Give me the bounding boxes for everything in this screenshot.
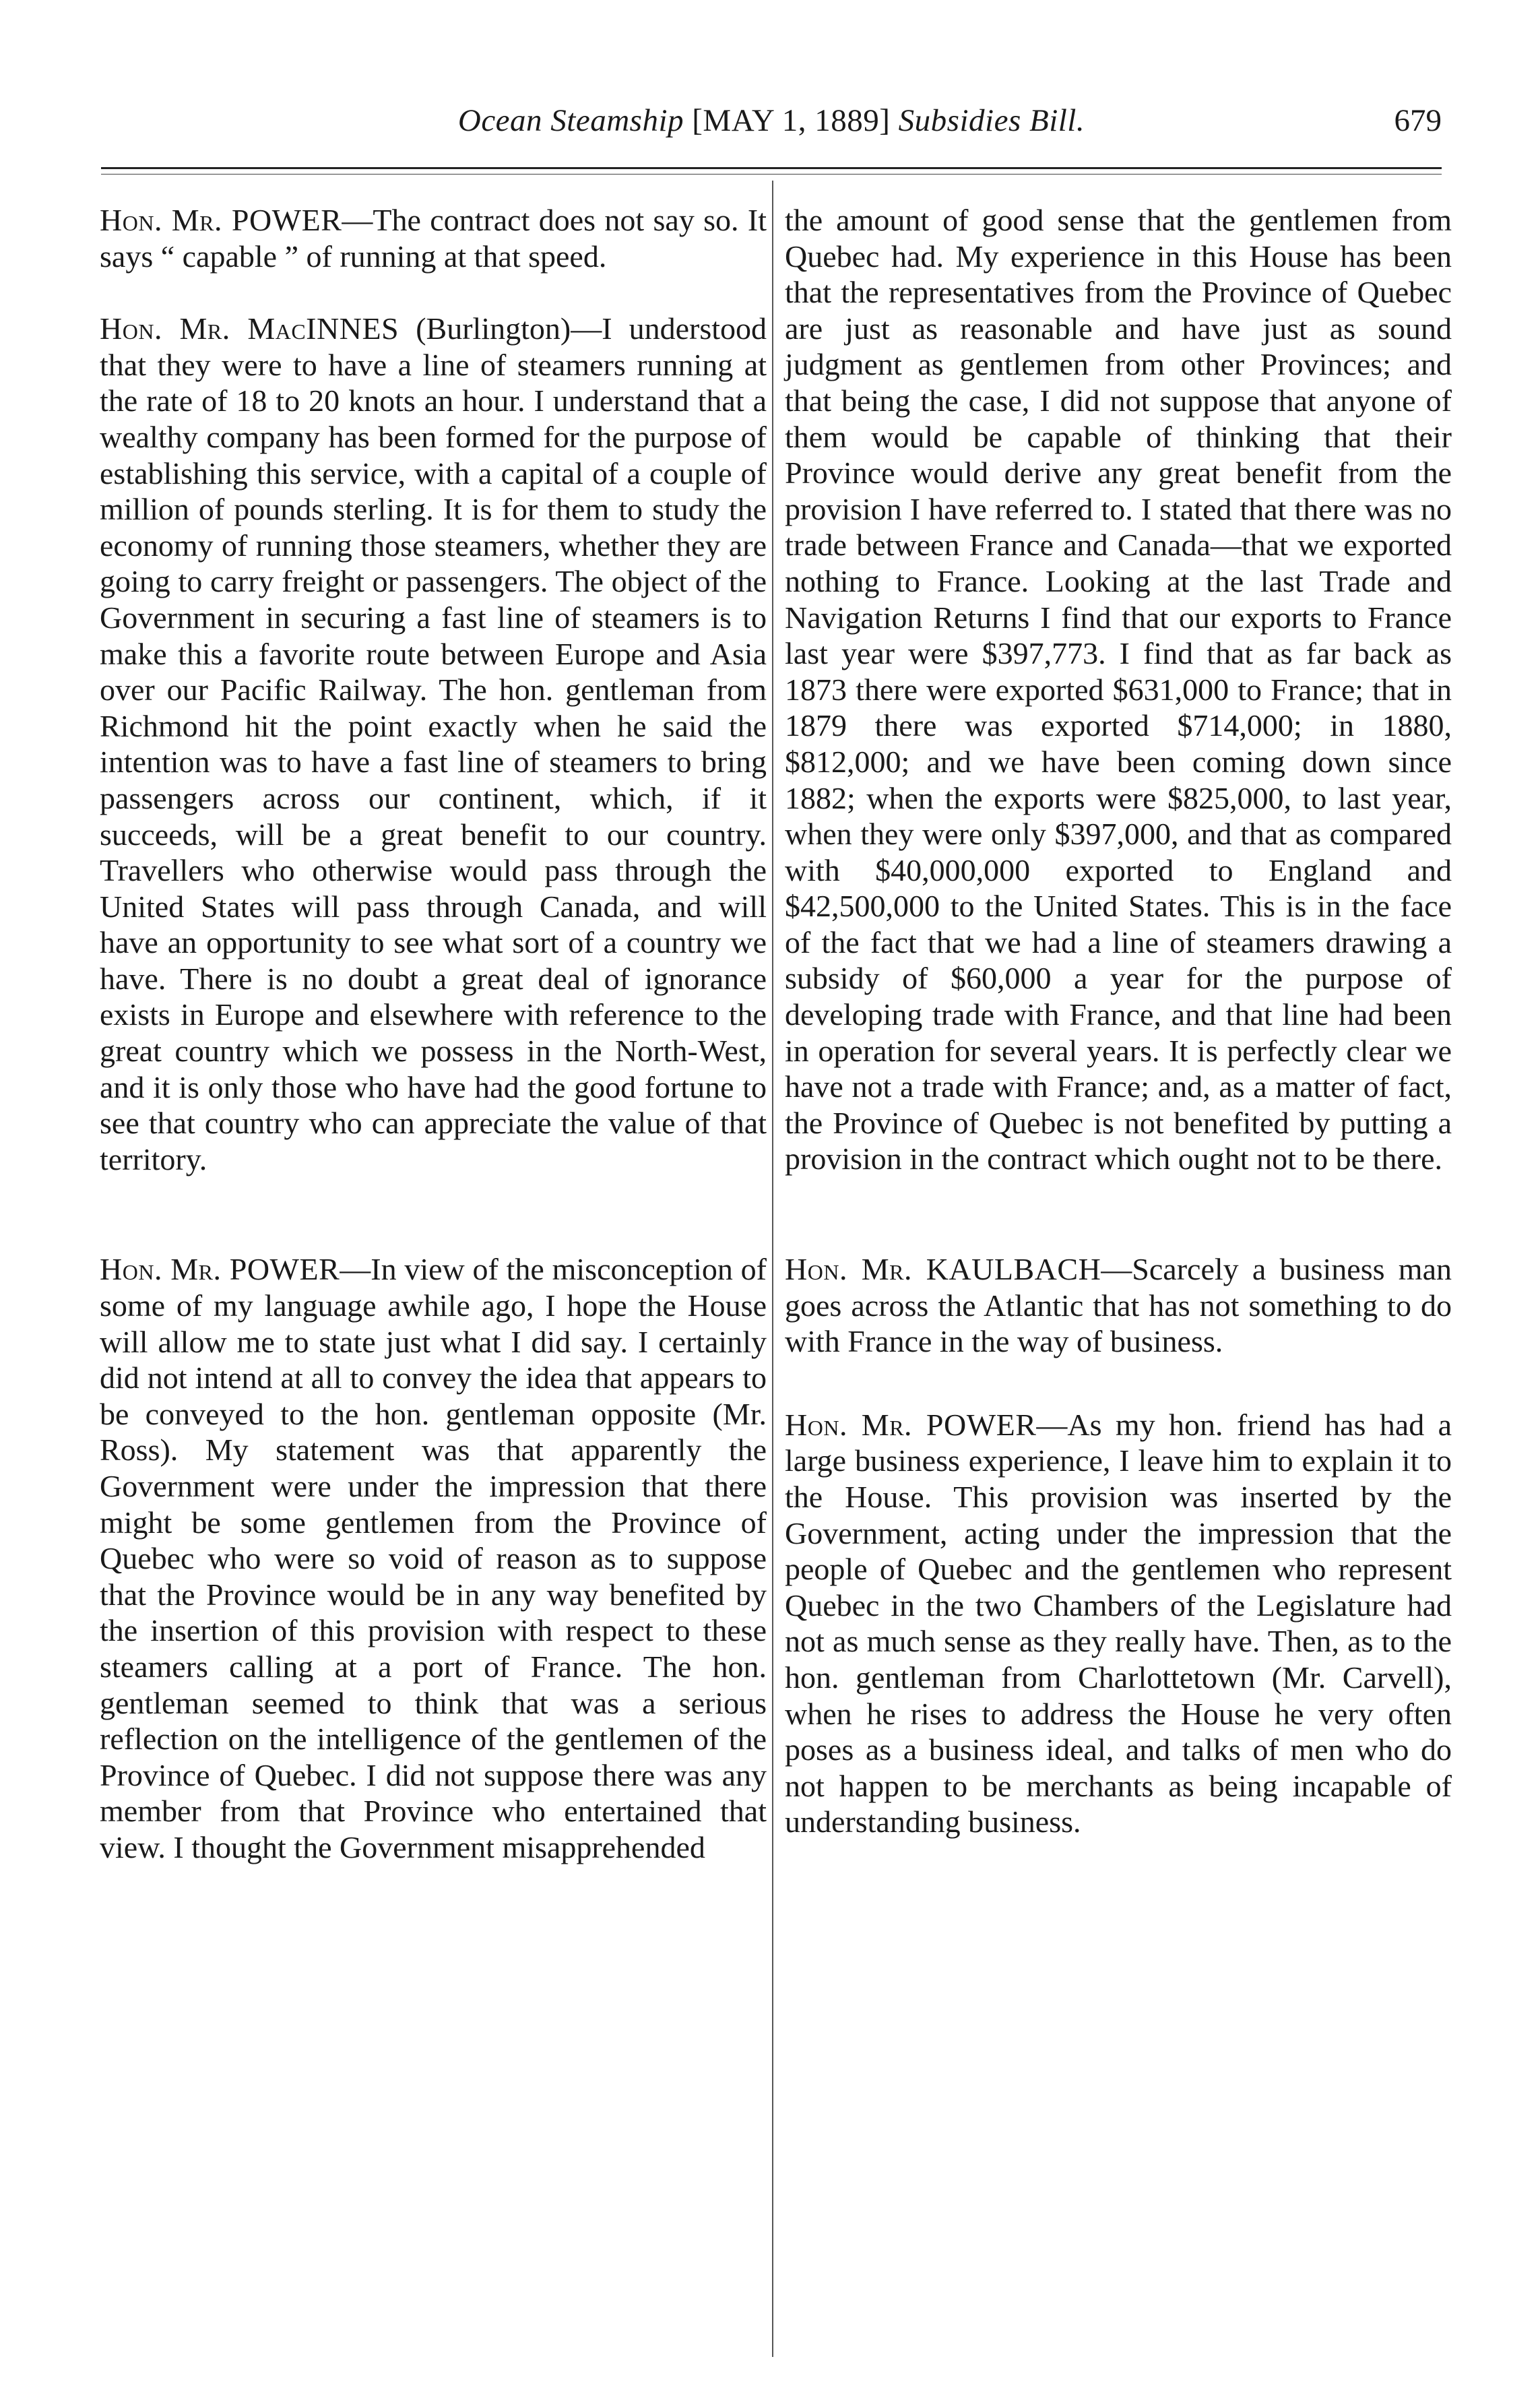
speech-text: (Burlington)—I understood that they were to have a line of steamers running at the rate of 18 to 20 knots an hour. I understand that a wealthy company has been formed for the purpose of establishing this service, with a capital of a couple of million of pounds sterling. It is for them to study the economy of running those steamers, whether they are going to carry freight or passengers. The object of the Government in securing a fast line of steamers is to make this a favorite route between Europe and Asia over our Pacific Railway. The hon. gentleman from Richmond hit the point exactly when he said the intention was to have a fast line of steamers to bring passengers across our continent, which, if it succeeds, will be a great benefit to our country. Travellers who otherwise would pass through the United States will pass through Canada, and will have an opportunity to see what sort of a country we have. There is no doubt a great deal of ignorance exists in Europe and elsewhere with reference to the great country which we possess in the North-West, and it is only those who have had the good fortune to see that country who can appreciate the value of that territory.	[100, 311, 767, 1176]
header-rule-thin	[101, 174, 1442, 175]
speech-power-3	[785, 1407, 1452, 1840]
speaker-name: Hon. Mr. POWER	[100, 1252, 340, 1287]
speech-power-1	[100, 202, 767, 274]
speaker-name: Hon. Mr. KAULBACH	[785, 1252, 1101, 1287]
column-divider	[772, 181, 773, 2357]
speaker-name: Hon. Mr. MacINNES	[100, 311, 399, 346]
header-title-right: Subsidies Bill.	[898, 103, 1085, 138]
paragraph-gap	[100, 1177, 767, 1251]
speech-power-2	[100, 1251, 767, 1865]
paragraph-gap	[785, 1177, 1452, 1251]
speech-text: —As my hon. friend has had a large business experience, I leave him to explain it to the House. This provision was inserted by the Government, acting under the impression that the people of Quebec and the gentlemen who represent Quebec in the two Chambers of the Legislature had not as much sense as they really have. Then, as to the hon. gentleman from Charlottetown (Mr. Carvell), when he rises to address the House he very often poses as a business ideal, and talks of men who do not happen to be merchants as being incapable of understanding business.	[785, 1407, 1452, 1839]
speech-text: —Scarcely a business man goes across the Atlantic that has not something to do with France in the way of business.	[785, 1252, 1452, 1359]
paragraph-gap	[100, 274, 767, 311]
speech-text: —The contract does not say so. It says “ capable ” of running at that speed.	[100, 203, 767, 274]
speech-continuation: the amount of good sense that the gentlemen from Quebec had. My experience in this House has been that the representatives from the Province of Quebec are just as reasonable and have just as sound judgment as gentlemen from other Provinces; and that being the case, I did not suppose that anyone of them would be capable of thinking that their Province would derive any great benefit from the provision I have referred to. I stated that there was no trade between France and Canada—that we exported nothing to France. Looking at the last Trade and Navigation Returns I find that our exports to France last year were $397,773. I find that as far back as 1873 there were exported $631,000 to France; that in 1879 there was exported $714,000; in 1880, $812,000; and we have been coming down since 1882; when the exports were $825,000, to last year, when they were only $397,000, and that as compared with $40,000,000 exported to England and $42,500,000 to the United States. This is in the face of the fact that we had a line of steamers drawing a subsidy of $60,000 a year for the purpose of developing trade with France, and that line had been in operation for several years. It is perfectly clear we have not a trade with France; and, as a matter of fact, the Province of Quebec is not benefited by putting a provision in the contract which ought not to be there.	[785, 203, 1452, 1176]
speech-macinnes	[100, 311, 767, 1177]
page-number: 679	[1394, 103, 1442, 138]
paragraph-gap	[785, 1360, 1452, 1407]
right-column	[785, 202, 1452, 1840]
speaker-name: Hon. Mr. POWER	[100, 203, 342, 237]
running-head-title	[101, 102, 1442, 139]
running-header	[101, 94, 1442, 155]
speech-text: —In view of the misconception of some of my language awhile ago, I hope the House will allow me to state just what I did say. I certainly did not intend at all to convey the idea that appears to be conveyed to the hon. gentleman opposite (Mr. Ross). My statement was that apparently the Government were under the impression that there might be some gentlemen from the Province of Quebec who were so void of reason as to suppose that the Province would be in any way benefited by the insertion of this provision with respect to these steamers calling at a port of France. The hon. gentleman seemed to think that was a serious reflection on the intelligence of the gentlemen of the Province of Quebec. I did not suppose there was any member from that Province who entertained that view. I thought the Government misapprehended	[100, 1252, 767, 1864]
left-column	[100, 202, 767, 1866]
speech-kaulbach	[785, 1251, 1452, 1360]
header-title-left: Ocean Steamship	[457, 103, 684, 138]
header-rule-thick	[101, 167, 1442, 169]
header-date: [MAY 1, 1889]	[692, 103, 891, 138]
speaker-name: Hon. Mr. POWER	[785, 1407, 1037, 1442]
